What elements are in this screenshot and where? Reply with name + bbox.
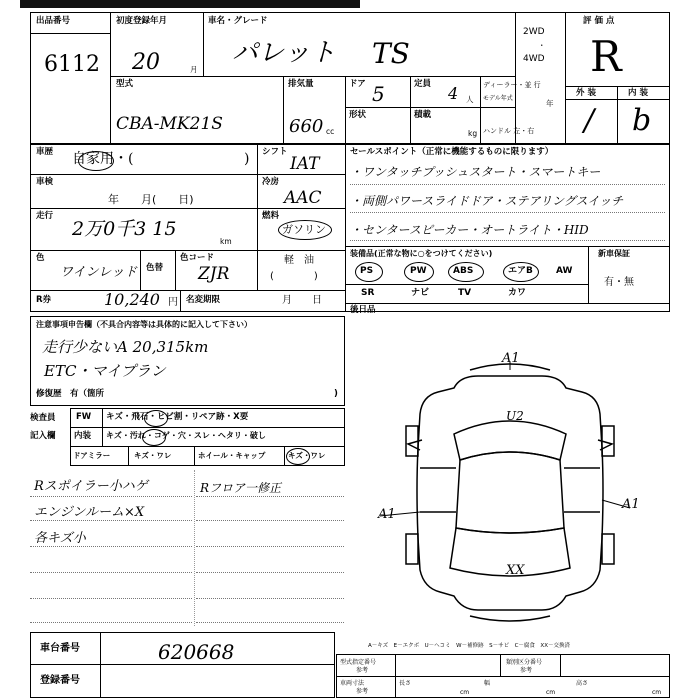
back-label: 後日品 <box>350 305 376 315</box>
equip-tv: TV <box>458 288 472 298</box>
history-label: 車歴 <box>36 147 54 157</box>
equip-pw: PW <box>410 266 427 276</box>
repair-close: ) <box>334 389 338 399</box>
equip-abs: ABS <box>453 266 474 276</box>
car-diagram <box>360 348 660 628</box>
sales-line-1: ・ワンタッチプッシュスタート・スマートキー <box>350 165 601 179</box>
insp-wheel-label: ホイール・キャップ <box>198 451 266 460</box>
mark-a1-front: A1 <box>502 351 520 366</box>
comment-right-1: Rフロア一修正 <box>200 481 282 495</box>
mark-a1-left: A1 <box>378 507 396 522</box>
lot-no: 6112 <box>44 52 100 77</box>
drive-4wd: 4WD <box>523 54 545 64</box>
shift-value: IAT <box>290 154 320 174</box>
height-label: 高さ <box>576 680 589 687</box>
reg-label: 登録番号 <box>40 675 80 686</box>
width-cm: cm <box>546 689 556 696</box>
footer-legend: A－キズ E－エクボ U－ヘコミ W－補修跡 S－サビ C－腐食 XX－交換済 <box>368 643 570 649</box>
yen-unit: 円 <box>168 297 178 308</box>
class-ref: 参考 <box>520 667 533 674</box>
class-label: 類別区分番号 <box>506 659 543 666</box>
persons-unit: 人 <box>466 95 474 104</box>
history-close: ) <box>244 151 250 167</box>
sales-line-2: ・両側パワースライドドア・ステアリングスイッチ <box>350 194 624 208</box>
car-name: パレット <box>232 38 336 68</box>
load-label: 積載 <box>414 110 432 120</box>
cert-ref: 参考 <box>356 667 369 674</box>
name-change-fields: 月 日 <box>282 295 322 306</box>
handle-label: ハンドル 左・右 <box>483 127 535 135</box>
insp-interior-options: キズ・汚れ・コゲ・穴・スレ・ヘタリ・破し <box>106 431 266 440</box>
equip-airbag: エアB <box>508 266 533 276</box>
doors-label: ドア <box>349 79 366 89</box>
name-grade-label: 車名・グレード <box>208 16 268 26</box>
inspection-fields: 年 月( 日) <box>108 193 194 206</box>
fuel-value: ガソリン <box>282 223 326 236</box>
drive-2wd: 2WD <box>523 27 545 37</box>
color-swap-label: 色替 <box>146 263 164 273</box>
score-label: 評 価 点 <box>583 16 615 26</box>
km-unit: km <box>220 237 232 246</box>
year-unit: 年 <box>546 99 554 108</box>
dealer-label: ディーラー・並 行 <box>483 81 541 89</box>
notes-line-1: 走行少ないA 20,315km <box>42 338 209 356</box>
comment-left-2: エンジンルーム×X <box>34 505 145 520</box>
insp-interior-label: 内装 <box>74 431 92 441</box>
name-change-label: 名変期限 <box>186 295 221 305</box>
displacement-label: 排気量 <box>288 79 314 89</box>
insp-mirror-label: ドアミラー <box>73 451 111 460</box>
model: CBA-MK21S <box>116 114 223 134</box>
month-unit: 月 <box>190 65 198 74</box>
shift-label: シフト <box>262 147 288 157</box>
ac-value: AAC <box>284 188 322 208</box>
insp-mirror-options: キズ・ワレ <box>134 451 172 460</box>
color-label: 色 <box>36 253 45 263</box>
capacity-label: 定員 <box>414 79 432 89</box>
equip-leather: カワ <box>508 288 527 298</box>
inspector-label-2: 記入欄 <box>30 431 56 441</box>
equip-navi: ナビ <box>411 288 430 298</box>
interior-label: 内 装 <box>628 88 648 98</box>
size-ref: 参考 <box>356 688 369 695</box>
new-car-label: 新車保証 <box>598 249 630 258</box>
equip-sr: SR <box>361 288 375 298</box>
insp-fw-label: FW <box>76 412 92 422</box>
notes-label: 注意事項申告欄（不具合内容等は具体的に記入して下さい） <box>36 320 252 329</box>
recycle-label: R券 <box>36 295 52 305</box>
chassis-value: 620668 <box>158 640 235 664</box>
shape-label: 形状 <box>349 110 367 120</box>
notes-line-2: ETC・マイプラン <box>44 362 166 380</box>
cert-label: 型式指定番号 <box>340 659 377 666</box>
fuel-options: 軽 油 <box>284 255 314 266</box>
chassis-label: 車台番号 <box>40 643 80 654</box>
insp-fw-options: キズ・飛石・ヒビ割・リペア跡・X要 <box>106 412 249 422</box>
equip-label: 装備品(正常な物に○をつけてください) <box>350 249 493 258</box>
repair-label: 修復歴 有（箇所 <box>36 389 105 399</box>
len-cm: cm <box>460 689 470 696</box>
kg-unit: kg <box>468 129 478 138</box>
first-reg-year: 20 <box>132 50 160 75</box>
len-label: 長さ <box>399 680 412 687</box>
insp-wheel-options: キズ・ワレ <box>288 451 326 460</box>
model-label: 型式 <box>116 79 134 89</box>
model-year-label: モデル年式 <box>483 95 513 102</box>
exterior-grade: / <box>584 103 595 138</box>
comment-left-3: 各キズ小 <box>34 531 86 546</box>
grade: TS <box>372 37 410 70</box>
exterior-label: 外 装 <box>576 88 596 98</box>
interior-grade: b <box>632 103 652 138</box>
score: R <box>590 32 622 81</box>
mark-u2: U2 <box>506 409 524 423</box>
capacity: 4 <box>448 84 459 103</box>
top-band <box>20 0 360 8</box>
auction-sheet: 出品番号 6112 初度登録年月 20 月 車名・グレード パレット TS 2WD ・ 4WD 評 価 点 R 型式 CBA-MK21S 排気量 660 cc ドア 5 定員 4 人 ディーラー・並 行 モデル年式 年 形状 積載 kg ハンドル 左・右 外 装 内 装 / b 車歴 自家用・( ) シフト IAT 車検 年 月( 日) 冷房 AAC 走行 2万0千3 15 km 燃料 ガソリン 軽 油 ( ) 色 ワインレッド 色替 色コード ZJR R券 10,240 円 名変期限 月 日 セールスポイント（正常に機能するものに限ります） ・ワンタッチプッシュスタート・スマートキー ・両側パワースライドドア・ステアリングスイッチ ・センタースピーカー・オートライト・HID 装備品(正常な物に○をつけてください) PS PW ABS エアB AW SR ナビ TV カワ 新車保証 有・無 後日品 注意事項申告欄（不具合内容等は具体的に記入して下さい） 走行少ないA 20,315km ETC・マイプラン 修復歴 有（箇所 ) 検査員 記入欄 FW キズ・飛石・ヒビ割・リペア跡・X要 内装 キズ・汚れ・コゲ・穴・スレ・ヘタリ・破し ドアミラー キズ・ワレ ホイール・キャップ キズ・ワレ Rスポイラー小ハゲ エンジンルーム×X 各キズ小 Rフロア一修正 A1 U2 A1 A1 XX 車台番号 620668 登録番号 A－キズ E－エクボ U－ヘコミ W－補修跡 S－サビ C－腐食 XX－交換済 型式指定番号 参考 類別区分番号 参考 車両寸法 参考 長さ cm 幅 cm 高さ cm <box>0 0 700 700</box>
history-value: 自家用・( <box>72 151 134 167</box>
color-value: ワインレッド <box>60 265 138 280</box>
recycle-value: 10,240 <box>104 290 160 309</box>
fuel-paren: ( ) <box>270 271 318 282</box>
doors: 5 <box>372 82 385 106</box>
mileage-value: 2万0千3 15 <box>72 218 177 240</box>
inspector-label-1: 検査員 <box>30 413 56 423</box>
equip-aw: AW <box>556 266 573 276</box>
cc-unit: cc <box>326 127 335 136</box>
size-label: 車両寸法 <box>340 680 365 687</box>
mark-a1-right: A1 <box>622 497 640 512</box>
fuel-label: 燃料 <box>262 211 280 221</box>
equip-ps: PS <box>360 266 374 276</box>
comment-left-1: Rスポイラー小ハゲ <box>34 479 148 494</box>
height-cm: cm <box>652 689 662 696</box>
inspection-label: 車検 <box>36 177 54 187</box>
first-reg-label: 初度登録年月 <box>116 16 168 26</box>
color-code-label: 色コード <box>180 253 215 263</box>
color-code: ZJR <box>198 264 230 284</box>
width-label: 幅 <box>484 680 491 687</box>
displacement: 660 <box>289 116 324 137</box>
sales-label: セールスポイント（正常に機能するものに限ります） <box>350 147 554 157</box>
ac-label: 冷房 <box>262 177 280 187</box>
lot-no-label: 出品番号 <box>36 16 71 26</box>
mark-xx-rear: XX <box>506 563 525 578</box>
new-car-value: 有・無 <box>604 277 634 288</box>
mileage-label: 走行 <box>36 211 54 221</box>
sales-line-3: ・センタースピーカー・オートライト・HID <box>350 223 589 237</box>
